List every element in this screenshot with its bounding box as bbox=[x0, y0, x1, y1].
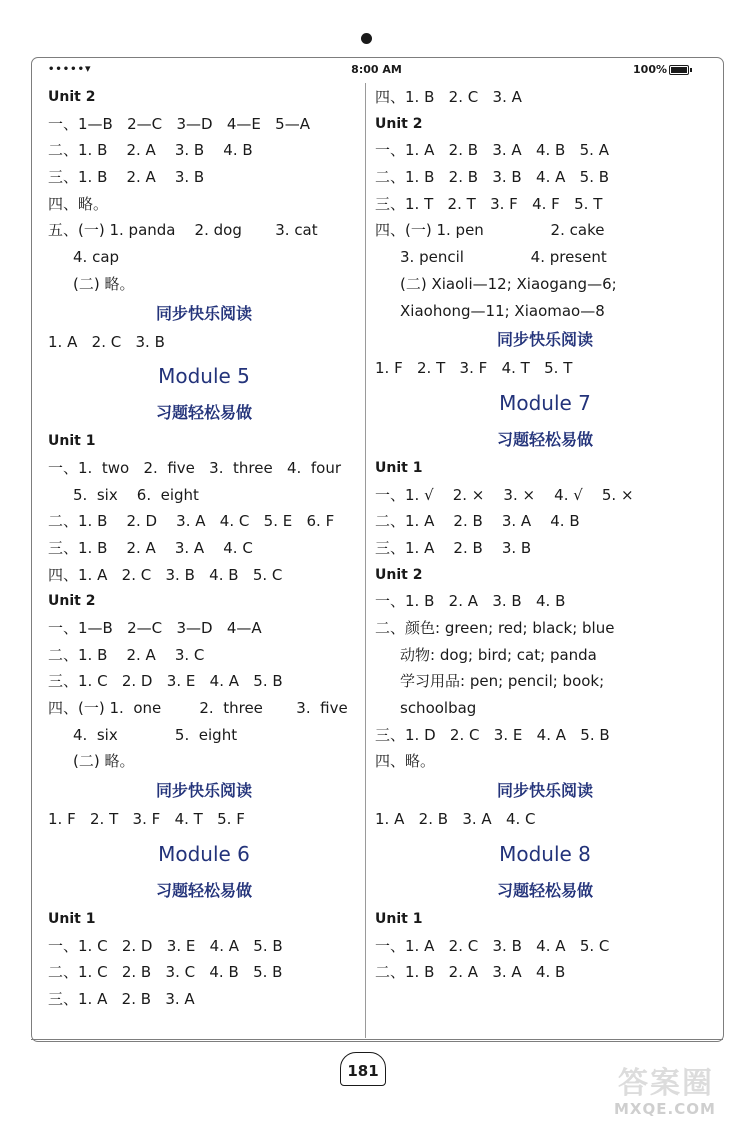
answer-line: 二、1. B 2. B 3. B 4. A 5. B bbox=[375, 168, 610, 187]
answer-line: (二) 略。 bbox=[73, 274, 135, 293]
camera-dot bbox=[361, 33, 372, 44]
answer-line: 五、(一) 1. panda 2. dog 3. cat bbox=[48, 221, 318, 240]
answer-line: 二、颜色: green; red; black; blue bbox=[375, 619, 615, 637]
answer-line: 二、1. B 2. D 3. A 4. C 5. E 6. F bbox=[48, 512, 335, 531]
module-title: Module 8 bbox=[499, 841, 591, 866]
section-title: 同步快乐阅读 bbox=[496, 781, 593, 801]
section-title: 习题轻松易做 bbox=[155, 403, 252, 423]
answer-line: 四、略。 bbox=[375, 752, 436, 771]
signal-indicator: ••••• bbox=[48, 64, 85, 75]
watermark-url: MXQE.COM bbox=[614, 1100, 716, 1118]
section-title: 同步快乐阅读 bbox=[155, 303, 252, 323]
answer-line: (二) Xiaoli—12; Xiaogang—6; bbox=[400, 274, 617, 293]
answer-line: 一、1. two 2. five 3. three 4. four bbox=[48, 458, 341, 477]
answer-line: schoolbag bbox=[400, 699, 477, 718]
answer-line: 三、1. D 2. C 3. E 4. A 5. B bbox=[375, 725, 610, 744]
unit-heading: Unit 1 bbox=[48, 433, 96, 450]
unit-heading: Unit 2 bbox=[375, 566, 423, 583]
unit-heading: Unit 2 bbox=[375, 115, 423, 132]
section-title: 同步快乐阅读 bbox=[496, 330, 593, 350]
module-title: Module 5 bbox=[158, 364, 250, 389]
answer-line: 三、1. B 2. A 3. A 4. C bbox=[48, 538, 253, 557]
status-bar bbox=[31, 58, 722, 82]
battery-percent: 100% bbox=[633, 63, 667, 76]
watermark-logo-text: 答案圈 bbox=[618, 1066, 714, 1101]
answer-line: 二、1. A 2. B 3. A 4. B bbox=[375, 512, 580, 531]
answer-line: 一、1—B 2—C 3—D 4—A bbox=[48, 619, 262, 637]
answer-line: 三、1. C 2. D 3. E 4. A 5. B bbox=[48, 672, 283, 691]
answer-line: 三、1. B 2. A 3. B bbox=[48, 168, 205, 187]
answer-line: 4. cap bbox=[73, 248, 120, 267]
answer-line: 一、1—B 2—C 3—D 4—E 5—A bbox=[48, 114, 310, 133]
answer-line: 学习用品: pen; pencil; book; bbox=[400, 672, 605, 691]
answer-line: 三、1. A 2. B 3. A bbox=[48, 989, 195, 1008]
column-divider bbox=[365, 83, 366, 1038]
watermark bbox=[610, 1058, 738, 1124]
section-title: 习题轻松易做 bbox=[155, 880, 252, 900]
answer-line: 一、1. A 2. C 3. B 4. A 5. C bbox=[375, 936, 610, 955]
answer-line: 1. F 2. T 3. F 4. T 5. F bbox=[48, 810, 245, 829]
unit-heading: Unit 1 bbox=[375, 459, 423, 476]
answer-line: 三、1. T 2. T 3. F 4. F 5. T bbox=[375, 194, 603, 213]
answer-line: 5. six 6. eight bbox=[73, 485, 199, 504]
answer-line: 二、1. B 2. A 3. A 4. B bbox=[375, 963, 566, 982]
answer-line: Xiaohong—11; Xiaomao—8 bbox=[400, 301, 605, 320]
answer-line: 四、(一) 1. pen 2. cake bbox=[375, 221, 605, 240]
answer-line: 一、1. C 2. D 3. E 4. A 5. B bbox=[48, 936, 283, 955]
answer-line: 一、1. B 2. A 3. B 4. B bbox=[375, 592, 566, 611]
answer-line: 二、1. B 2. A 3. B 4. B bbox=[48, 141, 253, 160]
answer-line: 二、1. B 2. A 3. C bbox=[48, 645, 205, 664]
footer-rule bbox=[31, 1039, 723, 1040]
battery-icon bbox=[669, 65, 689, 75]
answer-line: 四、1. A 2. C 3. B 4. B 5. C bbox=[48, 565, 283, 584]
answer-line: 三、1. A 2. B 3. B bbox=[375, 538, 532, 557]
unit-heading: Unit 2 bbox=[48, 89, 96, 105]
unit-heading: Unit 1 bbox=[48, 910, 96, 927]
wifi-icon: ▾ bbox=[85, 62, 91, 75]
answer-line: 一、1. A 2. B 3. A 4. B 5. A bbox=[375, 141, 609, 160]
answer-line: 1. A 2. C 3. B bbox=[48, 332, 165, 351]
module-title: Module 7 bbox=[499, 390, 591, 415]
answer-line: 1. F 2. T 3. F 4. T 5. T bbox=[375, 359, 573, 378]
module-title: Module 6 bbox=[158, 841, 250, 866]
right-column bbox=[375, 84, 715, 986]
answer-line: 1. A 2. B 3. A 4. C bbox=[375, 810, 536, 829]
answer-line: 二、1. C 2. B 3. C 4. B 5. B bbox=[48, 963, 283, 982]
answer-line: 四、略。 bbox=[48, 194, 109, 213]
section-title: 习题轻松易做 bbox=[496, 429, 593, 449]
answer-line: 4. six 5. eight bbox=[73, 725, 238, 744]
answer-line: 动物: dog; bird; cat; panda bbox=[400, 645, 597, 664]
answer-line: 3. pencil 4. present bbox=[400, 248, 607, 267]
answer-line: (二) 略。 bbox=[73, 752, 135, 771]
answer-line: 四、1. B 2. C 3. A bbox=[375, 88, 522, 106]
unit-heading: Unit 1 bbox=[375, 910, 423, 927]
section-title: 习题轻松易做 bbox=[496, 880, 593, 900]
unit-heading: Unit 2 bbox=[48, 593, 96, 610]
left-column bbox=[48, 84, 360, 1013]
page-number: 181 bbox=[340, 1052, 386, 1086]
answer-line: 一、1. √ 2. × 3. × 4. √ 5. × bbox=[375, 485, 634, 504]
section-title: 同步快乐阅读 bbox=[155, 781, 252, 801]
status-time: 8:00 AM bbox=[351, 63, 402, 76]
answer-line: 四、(一) 1. one 2. three 3. five bbox=[48, 699, 348, 718]
